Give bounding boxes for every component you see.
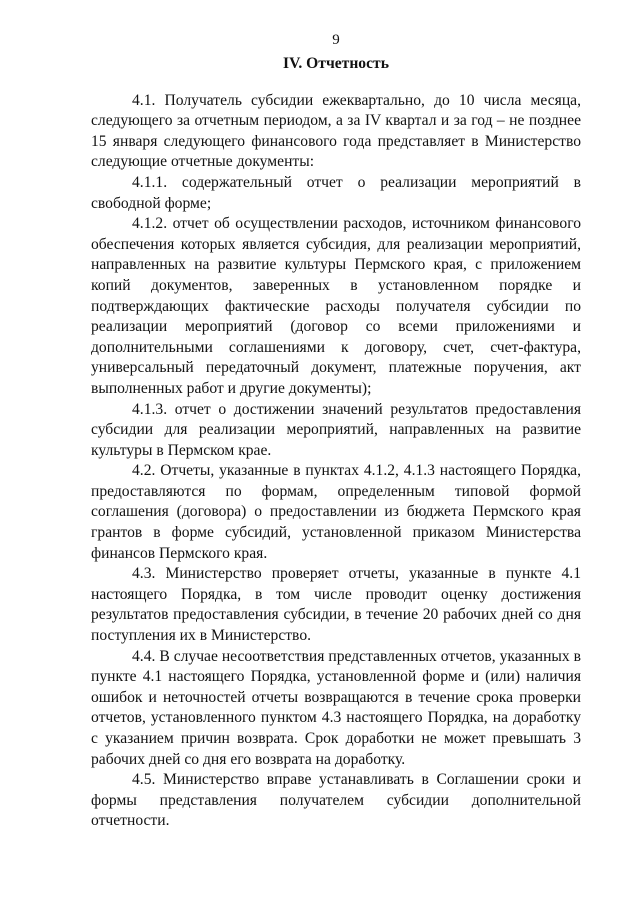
paragraph-4-3: 4.3. Министерство проверяет отчеты, указанные в пункте 4.1 настоящего Порядка, в том числе проводит оценку достижения результатов предоставления субсидии, в течение 20 рабочих дней со дня поступления их в Министерство. bbox=[91, 565, 581, 645]
paragraph-4-1-3: 4.1.3. отчет о достижении значений результатов предоставления субсидии для реализации мероприятий, направленных на развитие культуры в Пермском крае. bbox=[91, 400, 581, 459]
paragraph-4-1-1: 4.1.1. содержательный отчет о реализации мероприятий в свободной форме; bbox=[91, 173, 581, 212]
paragraph-4-1-2: 4.1.2. отчет об осуществлении расходов, источником финансового обеспечения которых является субсидия, для реализации мероприятий, направленных на развитие культуры Пермского края, с приложением копий документов, заверенных в установленном порядке и подтверждающих фактические расходы получателя субсидии по реализации мероприятий (договор со всеми приложениями и дополнительными соглашениями к договору, счет, счет-фактура, универсальный передаточный документ, платежные поручения, акт выполненных работ и другие документы); bbox=[91, 215, 581, 397]
document-page bbox=[91, 30, 581, 832]
paragraph-4-1: 4.1. Получатель субсидии ежеквартально, до 10 числа месяца, следующего за отчетным периодом, а за IV квартал и за год – не позднее 15 января следующего финансового года представляет в Министерство следующие отчетные документы: bbox=[91, 91, 581, 171]
section-title: IV. Отчетность bbox=[283, 55, 389, 72]
page-number: 9 bbox=[332, 32, 340, 48]
paragraph-4-2: 4.2. Отчеты, указанные в пунктах 4.1.2, 4.1.3 настоящего Порядка, предоставляются по формам, определенным типовой формой соглашения (договора) о предоставлении из бюджета Пермского края грантов в форме субсидий, установленной приказом Министерства финансов Пермского края. bbox=[91, 462, 581, 562]
paragraph-4-4: 4.4. В случае несоответствия представленных отчетов, указанных в пункте 4.1 настоящего Порядка, установленной форме и (или) наличия ошибок и неточностей отчеты возвращаются в течение срока проверки отчетов, установленного пунктом 4.3 настоящего Порядка, на доработку с указанием причин возврата. Срок доработки не может превышать 3 рабочих дней со дня его возврата на доработку. bbox=[91, 647, 581, 768]
paragraph-4-5: 4.5. Министерство вправе устанавливать в Соглашении сроки и формы представления получателем субсидии дополнительной отчетности. bbox=[91, 771, 581, 830]
